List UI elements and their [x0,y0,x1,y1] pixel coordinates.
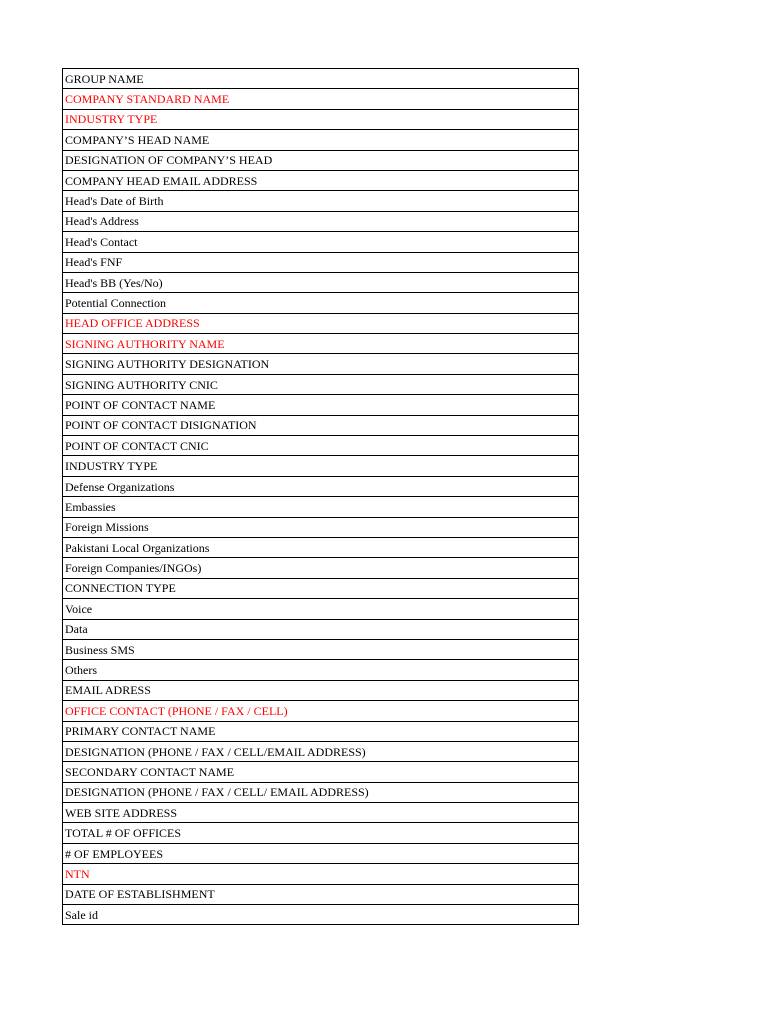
form-row-label[interactable]: DESIGNATION (PHONE / FAX / CELL/EMAIL ADDRESS) [63,741,579,761]
form-table-body [63,69,579,925]
form-row [63,436,579,456]
form-row-label[interactable]: Voice [63,599,579,619]
form-row-label[interactable]: SIGNING AUTHORITY DESIGNATION [63,354,579,374]
form-row [63,578,579,598]
form-row-label[interactable]: Head's Date of Birth [63,191,579,211]
form-row-label[interactable]: Business SMS [63,639,579,659]
form-row [63,252,579,272]
form-row [63,619,579,639]
form-row-label[interactable]: POINT OF CONTACT NAME [63,395,579,415]
form-row [63,69,579,89]
form-row-label[interactable]: SIGNING AUTHORITY CNIC [63,374,579,394]
form-row-label[interactable]: POINT OF CONTACT DISIGNATION [63,415,579,435]
form-row [63,864,579,884]
form-row-label[interactable]: Foreign Companies/INGOs) [63,558,579,578]
form-row [63,130,579,150]
form-row [63,191,579,211]
form-row [63,109,579,129]
form-row-label[interactable]: COMPANY’S HEAD NAME [63,130,579,150]
form-row-label[interactable]: Foreign Missions [63,517,579,537]
form-row-label[interactable]: DATE OF ESTABLISHMENT [63,884,579,904]
form-row [63,905,579,925]
form-row [63,599,579,619]
form-row [63,823,579,843]
form-row [63,537,579,557]
form-row-label[interactable]: Pakistani Local Organizations [63,537,579,557]
form-row [63,232,579,252]
form-row [63,639,579,659]
form-row [63,374,579,394]
form-row [63,334,579,354]
form-row [63,497,579,517]
form-row [63,170,579,190]
form-row [63,660,579,680]
form-row [63,680,579,700]
form-row-label[interactable]: Potential Connection [63,293,579,313]
form-row-label[interactable]: Head's BB (Yes/No) [63,272,579,292]
form-row [63,721,579,741]
form-row [63,395,579,415]
form-row [63,701,579,721]
form-row-label[interactable]: SIGNING AUTHORITY NAME [63,334,579,354]
form-row-label[interactable]: INDUSTRY TYPE [63,109,579,129]
form-row-label[interactable]: SECONDARY CONTACT NAME [63,762,579,782]
form-row [63,762,579,782]
form-row-label[interactable]: WEB SITE ADDRESS [63,803,579,823]
form-row-label[interactable]: POINT OF CONTACT CNIC [63,436,579,456]
form-row-label[interactable]: Data [63,619,579,639]
form-row [63,415,579,435]
form-row [63,741,579,761]
form-row-label[interactable]: INDUSTRY TYPE [63,456,579,476]
form-row [63,456,579,476]
form-row [63,803,579,823]
form-row [63,476,579,496]
company-info-form-table [62,68,579,925]
form-row-label[interactable]: COMPANY HEAD EMAIL ADDRESS [63,170,579,190]
form-row [63,884,579,904]
form-row [63,517,579,537]
form-row [63,211,579,231]
form-row-label[interactable]: COMPANY STANDARD NAME [63,89,579,109]
form-row [63,354,579,374]
form-row-label[interactable]: GROUP NAME [63,69,579,89]
form-row-label[interactable]: Head's FNF [63,252,579,272]
form-row [63,558,579,578]
form-row [63,782,579,802]
form-row [63,313,579,333]
form-row-label[interactable]: Others [63,660,579,680]
form-row-label[interactable]: Head's Contact [63,232,579,252]
form-row-label[interactable]: Defense Organizations [63,476,579,496]
form-row-label[interactable]: DESIGNATION (PHONE / FAX / CELL/ EMAIL ADDRESS) [63,782,579,802]
form-row-label[interactable]: Sale id [63,905,579,925]
form-row [63,843,579,863]
form-row-label[interactable]: EMAIL ADRESS [63,680,579,700]
form-row-label[interactable]: CONNECTION TYPE [63,578,579,598]
form-row-label[interactable]: NTN [63,864,579,884]
form-row-label[interactable]: Head's Address [63,211,579,231]
form-row [63,150,579,170]
form-row-label[interactable]: # OF EMPLOYEES [63,843,579,863]
form-row-label[interactable]: HEAD OFFICE ADDRESS [63,313,579,333]
form-row [63,293,579,313]
form-row [63,89,579,109]
form-row-label[interactable]: OFFICE CONTACT (PHONE / FAX / CELL) [63,701,579,721]
form-row-label[interactable]: DESIGNATION OF COMPANY’S HEAD [63,150,579,170]
form-row-label[interactable]: PRIMARY CONTACT NAME [63,721,579,741]
form-row-label[interactable]: TOTAL # OF OFFICES [63,823,579,843]
form-row [63,272,579,292]
form-row-label[interactable]: Embassies [63,497,579,517]
